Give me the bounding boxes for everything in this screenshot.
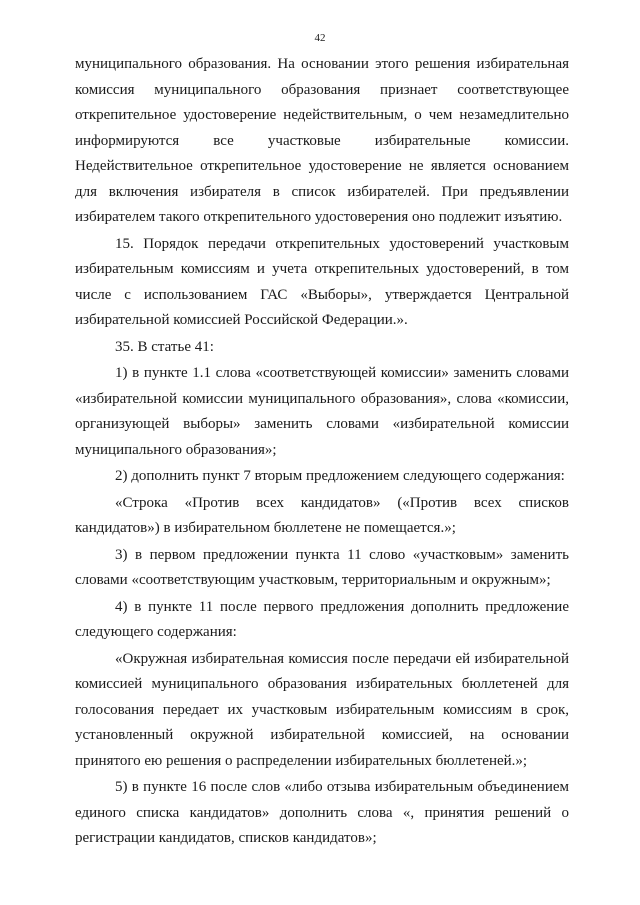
document-body [75,52,569,852]
paragraph-quote-2: «Окружная избирательная комиссия после передачи ей избирательной комиссией муниципального образования избирательных бюллетеней для голосования передает их участковым избирательным комиссиям в срок, установленный окружной избирательной комиссией, на основании принятого ею решения о распределении избирательных бюллетеней.»; [75,650,569,769]
paragraph-quote-1: «Строка «Против всех кандидатов» («Против всех списков кандидатов») в избирательном бюллетене не помещается.»; [75,494,569,536]
page-number: 42 [314,32,326,44]
paragraph-article-35: 35. В статье 41: [115,338,214,355]
paragraph-item-15: 15. Порядок передачи открепительных удостоверений участковым избирательным комиссиям и учета открепительных удостоверений, в том числе с использованием ГАС «Выборы», утверждается Центральной избирательной комиссией Российской Федерации.». [75,235,569,328]
paragraph-subitem-2: 2) дополнить пункт 7 вторым предложением следующего содержания: [115,468,565,484]
paragraph-subitem-1: 1) в пункте 1.1 слова «соответствующей комиссии» заменить словами «избирательной комиссии муниципального образования», слова «комиссии, организующей выборы» заменить словами «избирательной комиссии муниципального образования»; [75,365,569,458]
paragraph-subitem-3: 3) в первом предложении пункта 11 слово «участковым» заменить словами «соответствующим участковым, территориальным и окружным»; [75,546,569,588]
paragraph-continuation: муниципального образования. На основании этого решения избирательная комиссия муниципального образования признает соответствующее открепительное удостоверение недействительным, о чем незамедлительно информируются все участковые избирательные комиссии. Недействительное открепительное удостоверение не является основанием для включения избирателя в список избирателей. При предъявлении избирателем такого открепительного удостоверения оно подлежит изъятию. [75,56,569,225]
paragraph-subitem-5: 5) в пункте 16 после слов «либо отзыва избирательным объединением единого списка кандидатов» дополнить слова «, принятия решений о регистрации кандидатов, списков кандидатов»; [75,779,569,846]
paragraph-subitem-4: 4) в пункте 11 после первого предложения дополнить предложение следующего содержания: [75,598,569,640]
